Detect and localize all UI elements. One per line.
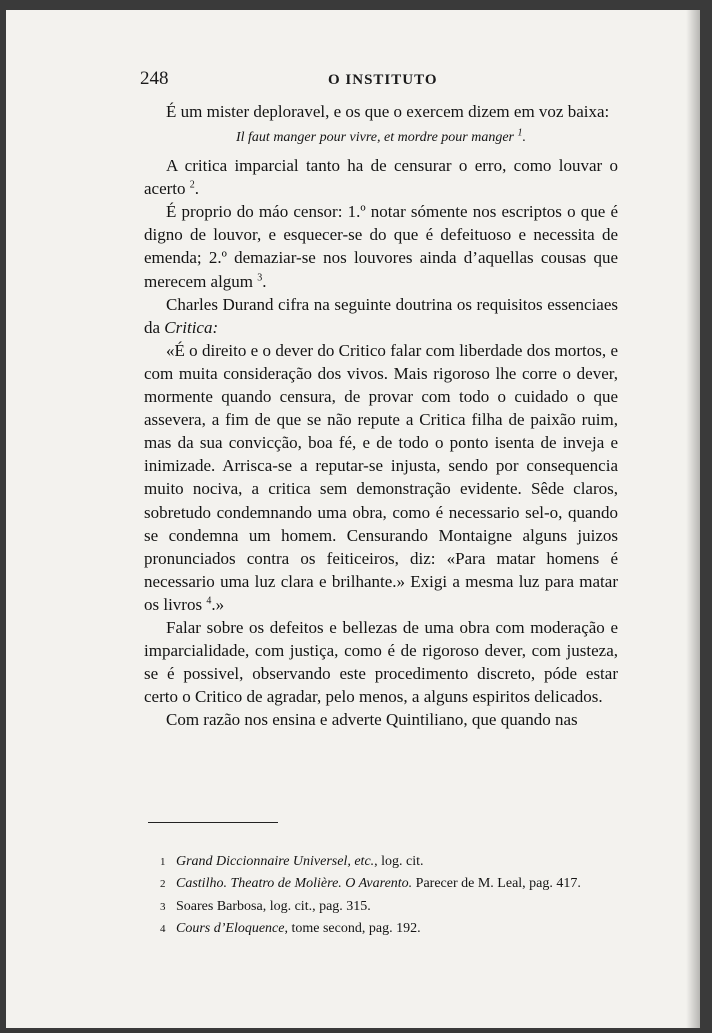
paragraph-2-end: .	[194, 179, 200, 199]
paragraph-3	[144, 200, 618, 292]
footnote-number: 4	[160, 922, 166, 935]
footnotes	[160, 851, 630, 940]
footnote-rule	[148, 822, 278, 823]
footnote-title: Castilho. Theatro de Molière. O Avarento.	[176, 876, 413, 892]
paragraph-6-text: Falar sobre os defeitos e bellezas de uma obra com moderação e imparcialidade, com justiça, como é de rigoroso dever, com justeza, se é possivel, observando este procedimento discreto, póde estar certo o Critico de agradar, pelo menos, a alguns espiritos delicados.	[144, 617, 618, 707]
paragraph-5-quote	[144, 339, 618, 616]
paragraph-7-text: Com razão nos ensina e adverte Quintiliano, que quando nas	[166, 710, 578, 730]
paragraph-4-text: Charles Durand cifra na seguinte doutrina os requisitos essenciaes da	[144, 294, 618, 337]
paragraph-4-italic: Critica:	[164, 317, 219, 337]
page-edge-shadow	[686, 10, 700, 1028]
footnote-text: Parecer de M. Leal, pag. 417.	[412, 876, 581, 892]
running-title: O INSTITUTO	[328, 72, 438, 88]
paragraph-5-text: «É o direito e o dever do Critico falar com liberdade dos mortos, e com muita consideração dos vivos. Mais rigoroso lhe corre o dever, mormente quando censura, de provar com todo o cuidado o que assevera, a fim de que se não repute a Critica filha de paixão ruim, mas da sua convicção, boa fé, e de todo o ponto isenta de inveja e inimizade. Arrisca-se a reputar-se injusta, sendo por consequencia muito nociva, a critica sem demonstração evidente. Sêde claros, sobretudo condemnando uma obra, como é necessario sel-o, quando se condemna um homem. Censurando Montaigne alguns juizos pronunciados contra os feiticeiros, diz: «Para matar homens é necessario uma luz clara e brilhante.» Exigi a mesma luz para matar os livros	[144, 340, 618, 614]
paragraph-3-end: .	[262, 271, 267, 291]
footnote-title: Grand Diccionnaire Universel, etc.	[176, 854, 375, 869]
epigraph	[144, 126, 618, 150]
footnote-text: Soares Barbosa, log. cit., pag. 315.	[176, 898, 371, 914]
footnote-4	[160, 918, 630, 940]
body-text	[144, 100, 618, 731]
paragraph-7	[144, 708, 618, 731]
footnote-text: , log. cit.	[374, 854, 424, 869]
paragraph-2-text: A critica imparcial tanto ha de censurar o erro, como louvar o acerto	[144, 156, 618, 199]
paragraph-6	[144, 616, 618, 708]
footnote-text: , tome second, pag. 192.	[284, 920, 421, 936]
footnote-number: 3	[160, 900, 166, 913]
footnote-1	[160, 851, 630, 873]
footnote-ref-2: 2	[189, 179, 195, 191]
footnote-number: 1	[160, 856, 166, 868]
footnote-ref-4: 4	[206, 595, 212, 607]
paragraph-4	[144, 293, 618, 339]
paragraph-5-end: .»	[211, 594, 225, 614]
footnote-3	[160, 896, 630, 918]
footnote-2	[160, 873, 630, 895]
page-header	[140, 64, 620, 92]
page-number: 248	[140, 68, 169, 89]
epigraph-text: Il faut manger pour vivre, et mordre pour manger	[235, 130, 515, 146]
footnote-ref-1: 1	[517, 127, 523, 139]
epigraph-end: .	[522, 130, 527, 146]
paragraph-3-text: É proprio do máo censor: 1.º notar sómente nos escriptos o que é digno de louvor, e esquecer-se do que é defeituoso e necessita de emenda; 2.º demaziar-se nos louvores ainda d’aquellas cousas que merecem algum	[144, 202, 618, 291]
footnote-ref-3: 3	[257, 271, 263, 283]
footnote-number: 2	[160, 878, 166, 891]
paragraph-1	[144, 100, 618, 123]
footnote-title: Cours d’Eloquence	[176, 920, 285, 936]
paragraph-1-text: É um mister deploravel, e os que o exercem dizem em voz baixa:	[166, 102, 610, 121]
paragraph-2	[144, 154, 618, 200]
